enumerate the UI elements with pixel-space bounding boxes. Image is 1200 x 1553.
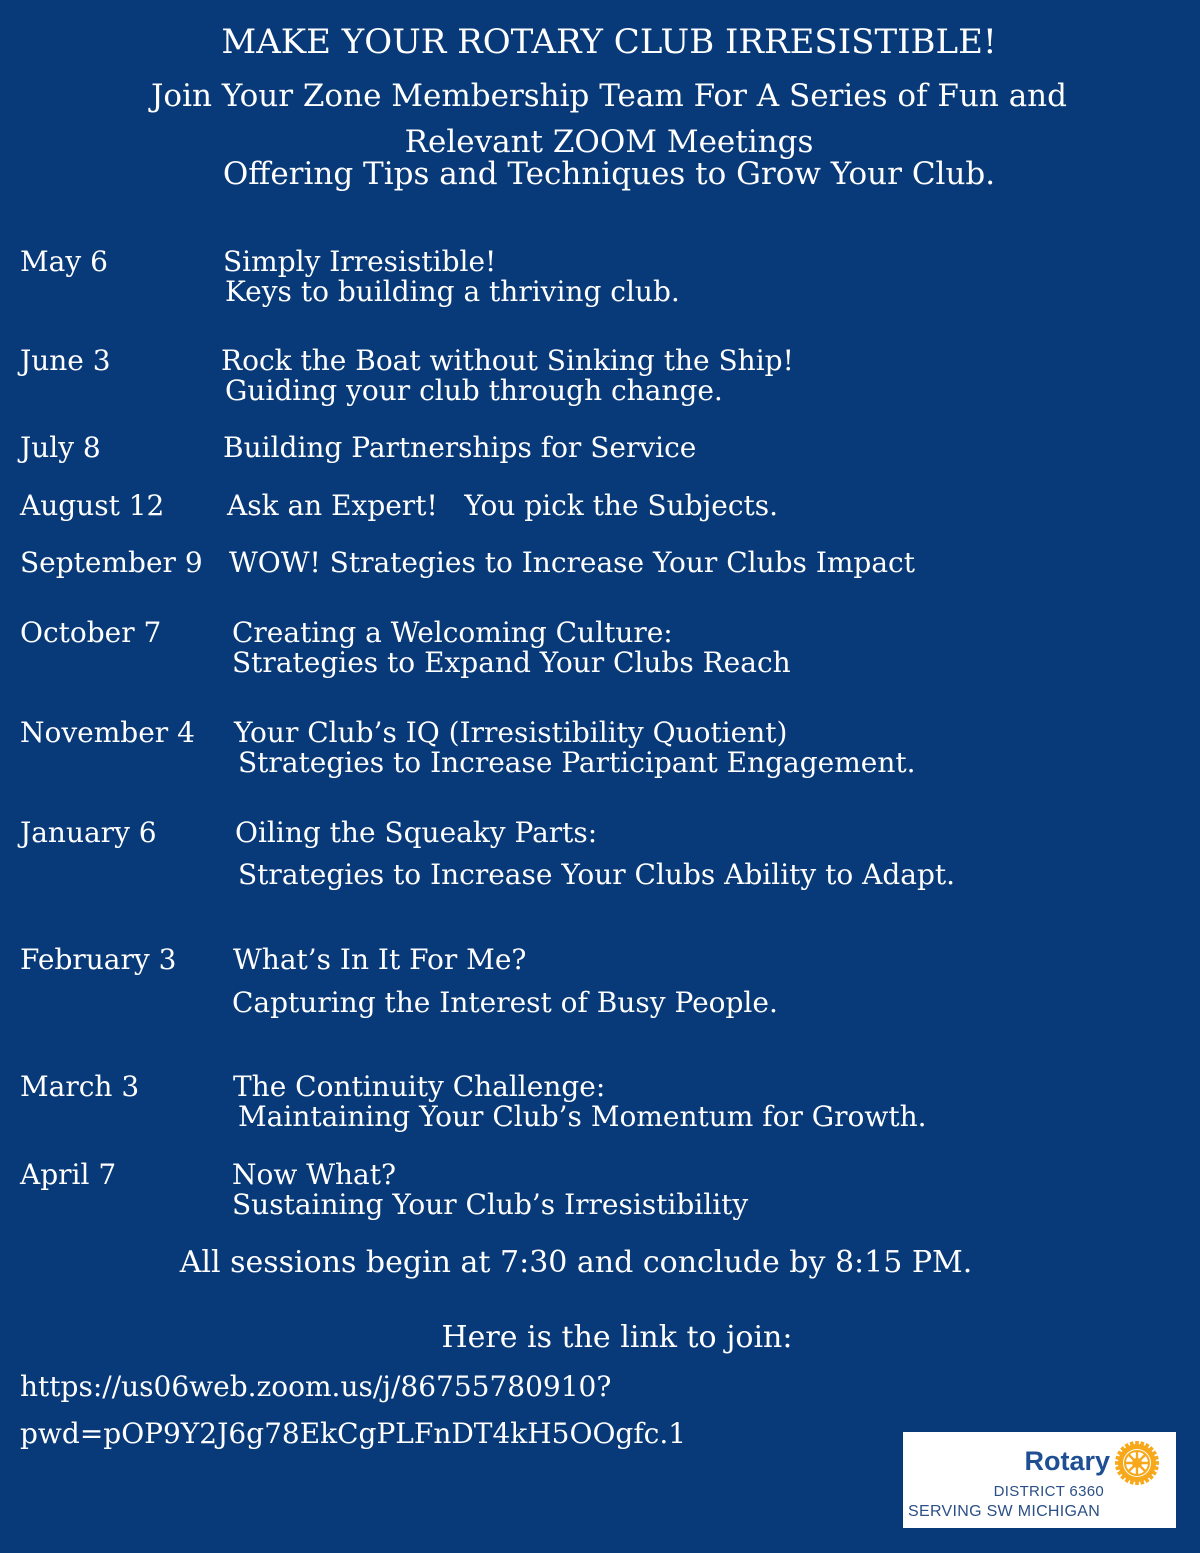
session-subtitle: Sustaining Your Club’s Irresistibility [232, 1188, 749, 1221]
rotary-serving-label: SERVING SW MICHIGAN [908, 1503, 1101, 1520]
session-title: Simply Irresistible! [223, 245, 497, 278]
session-title: The Continuity Challenge: [233, 1070, 606, 1103]
zoom-link-line-2[interactable]: pwd=pOP9Y2J6g78EkCgPLFnDT4kH5OOgfc.1 [20, 1417, 687, 1450]
session-title: Oiling the Squeaky Parts: [235, 816, 598, 849]
rotary-logo-wordmark: Rotary [1024, 1446, 1110, 1476]
session-date: August 12 [20, 489, 165, 522]
zoom-link-line-1[interactable]: https://us06web.zoom.us/j/86755780910? [20, 1370, 612, 1403]
rotary-district-label: DISTRICT 6360 [993, 1483, 1104, 1500]
session-date: May 6 [20, 245, 108, 278]
session-subtitle: Strategies to Increase Your Clubs Ability to Adapt. [238, 858, 956, 891]
subtitle-line-1: Join Your Zone Membership Team For A Series of Fun and [151, 78, 1067, 114]
session-subtitle: Guiding your club through change. [225, 374, 723, 407]
session-date: October 7 [20, 616, 162, 649]
session-title: Rock the Boat without Sinking the Ship! [221, 344, 794, 377]
rotary-logo [903, 1432, 1176, 1528]
rotary-wheel-icon [1114, 1440, 1160, 1486]
session-subtitle: Strategies to Increase Participant Engagement. [238, 746, 916, 779]
session-date: March 3 [20, 1070, 140, 1103]
session-subtitle: Maintaining Your Club’s Momentum for Growth. [238, 1100, 927, 1133]
session-date: July 8 [20, 431, 101, 464]
session-title: Creating a Welcoming Culture: [232, 616, 673, 649]
join-link-intro: Here is the link to join: [441, 1320, 793, 1355]
session-date: June 3 [20, 344, 111, 377]
session-title: Your Club’s IQ (Irresistibility Quotient) [234, 716, 788, 749]
session-date: April 7 [20, 1158, 117, 1191]
subtitle-line-2: Relevant ZOOM Meetings [404, 124, 814, 160]
session-subtitle: Strategies to Expand Your Clubs Reach [232, 646, 791, 679]
session-title: Now What? [232, 1158, 396, 1191]
session-date: February 3 [20, 943, 177, 976]
session-subtitle: Capturing the Interest of Busy People. [232, 986, 778, 1019]
session-date: January 6 [20, 816, 157, 849]
subtitle-line-3: Offering Tips and Techniques to Grow Your Club. [222, 156, 996, 192]
session-date: November 4 [20, 716, 195, 749]
session-title: WOW! Strategies to Increase Your Clubs Impact [229, 546, 915, 579]
page-title: MAKE YOUR ROTARY CLUB IRRESISTIBLE! [221, 22, 997, 62]
session-date: September 9 [20, 546, 203, 579]
session-times-note: All sessions begin at 7:30 and conclude by 8:15 PM. [179, 1245, 973, 1280]
session-title: Building Partnerships for Service [223, 431, 697, 464]
session-title: Ask an Expert! You pick the Subjects. [227, 489, 779, 522]
session-title: What’s In It For Me? [233, 943, 527, 976]
session-subtitle: Keys to building a thriving club. [225, 275, 680, 308]
